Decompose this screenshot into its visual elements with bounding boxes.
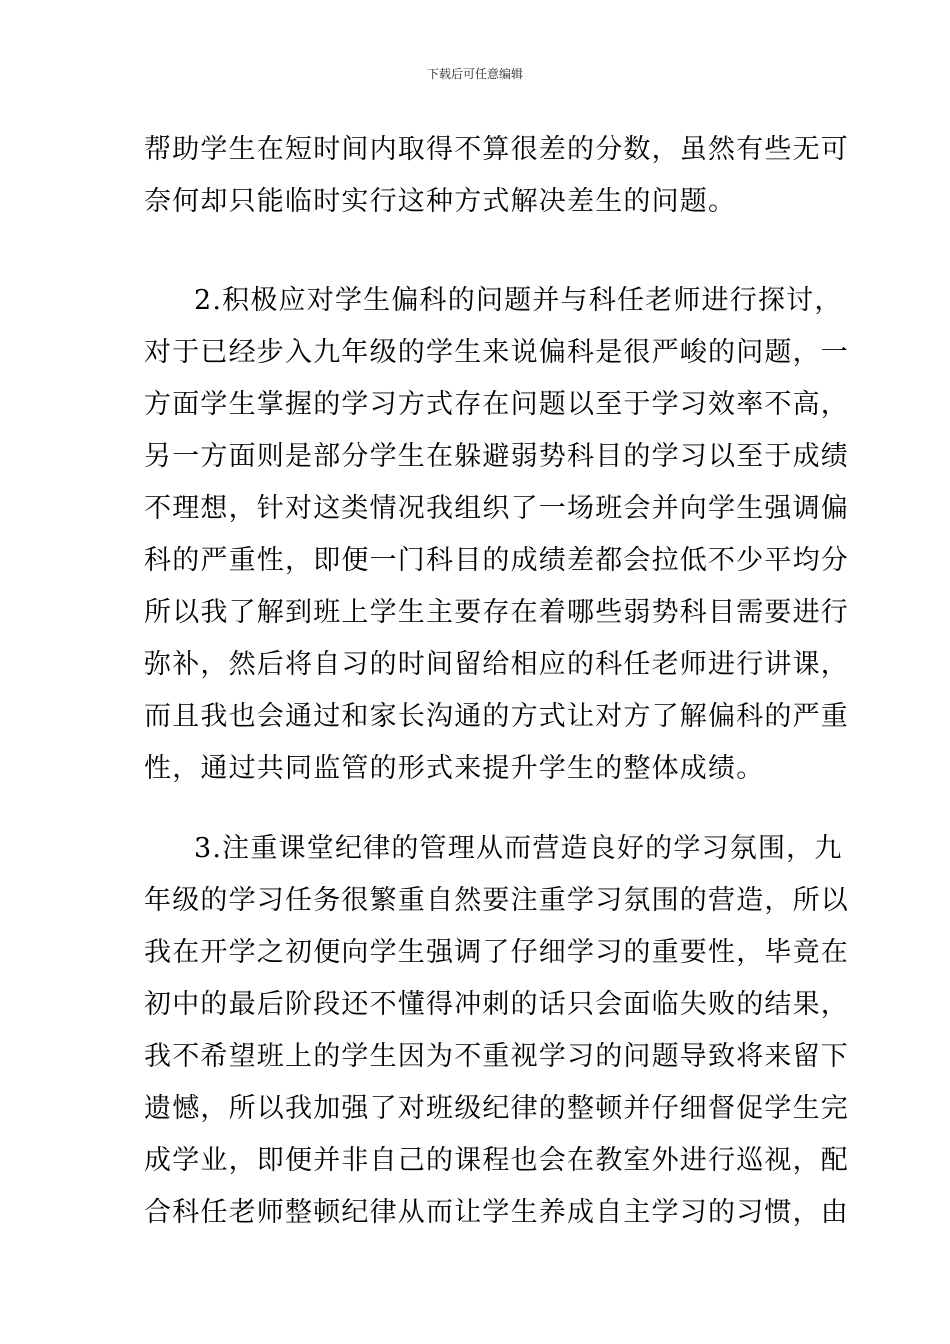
paragraph-line: 初中的最后阶段还不懂得冲刺的话只会面临失败的结果， xyxy=(144,989,849,1020)
paragraph-line: 科的严重性，即便一门科目的成绩差都会拉低不少平均分 xyxy=(144,545,849,576)
paragraph-line: 性，通过共同监管的形式来提升学生的整体成绩。 xyxy=(144,753,765,784)
paragraph-line: 不理想，针对这类情况我组织了一场班会并向学生强调偏 xyxy=(144,493,849,524)
paragraph-line: 另一方面则是部分学生在躲避弱势科目的学习以至于成绩 xyxy=(144,441,849,472)
paragraph-line: 方面学生掌握的学习方式存在问题以至于学习效率不高， xyxy=(144,389,849,420)
paragraph-line: 而且我也会通过和家长沟通的方式让对方了解偏科的严重 xyxy=(144,701,849,732)
paragraph-line: 年级的学习任务很繁重自然要注重学习氛围的营造，所以 xyxy=(144,885,849,916)
paragraph-line: 奈何却只能临时实行这种方式解决差生的问题。 xyxy=(144,186,737,217)
paragraph-line: 我不希望班上的学生因为不重视学习的问题导致将来留下 xyxy=(144,1041,849,1072)
paragraph-line: 成学业，即便并非自己的课程也会在教室外进行巡视，配 xyxy=(144,1145,849,1176)
page-header: 下载后可任意编辑 xyxy=(426,67,523,81)
paragraph-line: 我在开学之初便向学生强调了仔细学习的重要性，毕竟在 xyxy=(144,937,849,968)
paragraph-line: 2.积极应对学生偏科的问题并与科任老师进行探讨， xyxy=(194,285,843,316)
paragraph-line: 遗憾，所以我加强了对班级纪律的整顿并仔细督促学生完 xyxy=(144,1093,849,1124)
paragraph-line: 弥补，然后将自习的时间留给相应的科任老师进行讲课， xyxy=(144,649,849,680)
paragraph-line: 所以我了解到班上学生主要存在着哪些弱势科目需要进行 xyxy=(144,597,849,628)
paragraph-line: 3.注重课堂纪律的管理从而营造良好的学习氛围，九 xyxy=(194,833,843,864)
paragraph-line: 合科任老师整顿纪律从而让学生养成自主学习的习惯，由 xyxy=(144,1197,849,1228)
paragraph-line: 帮助学生在短时间内取得不算很差的分数，虽然有些无可 xyxy=(144,134,849,165)
paragraph-line: 对于已经步入九年级的学生来说偏科是很严峻的问题，一 xyxy=(144,337,849,368)
